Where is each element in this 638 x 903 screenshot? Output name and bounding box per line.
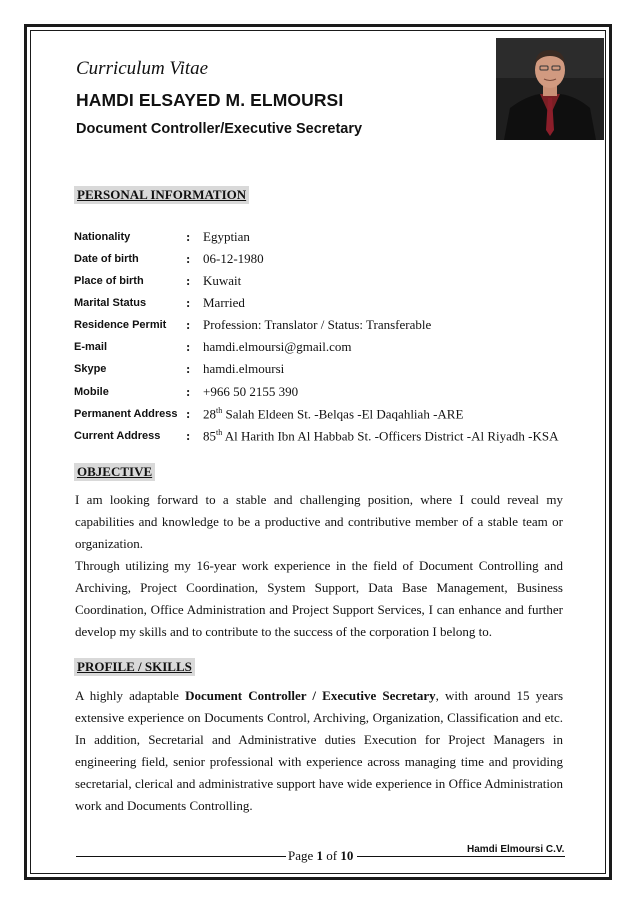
candidate-name: HAMDI ELSAYED M. ELMOURSI <box>76 90 344 110</box>
objective-text <box>75 489 563 643</box>
personal-info-heading: PERSONAL INFORMATION <box>74 186 249 204</box>
address-number: 85 <box>203 428 216 444</box>
info-label: Date of birth <box>74 253 139 265</box>
profile-rest: , with around 15 years extensive experience on Documents Control, Archiving, Organization, Classification and etc. In addition, Secretarial and Administrative duties Execution for Project Managers in engineering field, senior professional with experience across managing time and providing secretarial, clerical and administrative support have wide experience in Office Administration work and Documents Controlling. <box>75 688 564 813</box>
info-row-marital-status <box>74 295 574 315</box>
profile-heading: PROFILE / SKILLS <box>74 658 195 676</box>
info-value: hamdi.elmoursi <box>203 361 285 376</box>
info-label: Mobile <box>74 386 109 398</box>
page-total: 10 <box>340 848 354 863</box>
info-colon: : <box>186 361 191 376</box>
address-rest: Al Harith Ibn Al Habbab St. -Officers District -Al Riyadh -KSA <box>222 428 559 444</box>
cv-title: Curriculum Vitae <box>76 58 209 79</box>
objective-paragraph-1: I am looking forward to a stable and challenging position, where I could reveal my capabilities and knowledge to be a productive and contributive member of a stable team or organization. <box>75 492 563 551</box>
info-label: Marital Status <box>74 297 147 309</box>
page-current: 1 <box>316 848 324 863</box>
info-row-skype <box>74 361 574 381</box>
info-row-mobile <box>74 384 574 404</box>
address-number: 28 <box>203 406 216 422</box>
objective-heading: OBJECTIVE <box>74 463 155 481</box>
info-colon: : <box>186 406 191 421</box>
info-value: Profession: Translator / Status: Transferable <box>203 317 432 332</box>
objective-paragraph-2: Through utilizing my 16-year work experience in the field of Document Controlling and Archiving, Project Coordination, System Support, Data Base Management, Business Coordination, Office Administration and Project Support Services, I can enhance and further develop my skills and to contribute to the success of the corporation I belong to. <box>75 558 563 639</box>
email-link[interactable]: hamdi.elmoursi@gmail.com <box>203 339 352 354</box>
info-colon: : <box>186 428 191 443</box>
info-label: Residence Permit <box>74 319 167 331</box>
ordinal-suffix: th <box>216 406 223 415</box>
info-colon: : <box>186 339 191 354</box>
profile-lead: A highly adaptable <box>75 688 186 703</box>
info-row-residence-permit <box>74 317 574 337</box>
profile-text <box>75 685 563 817</box>
job-title: Document Controller/Executive Secretary <box>76 121 363 137</box>
info-row-nationality <box>74 229 574 249</box>
footer-owner: Hamdi Elmoursi C.V. <box>467 844 565 855</box>
info-row-place-of-birth <box>74 273 574 293</box>
footer-rule-left <box>76 856 286 857</box>
profile-role: Document Controller / Executive Secretary <box>185 688 436 703</box>
info-value: 06-12-1980 <box>203 251 264 266</box>
info-label: Skype <box>74 363 107 375</box>
info-colon: : <box>186 384 191 399</box>
info-colon: : <box>186 229 191 244</box>
info-row-date-of-birth <box>74 251 574 271</box>
info-colon: : <box>186 251 191 266</box>
info-row-email <box>74 339 574 359</box>
info-value: Married <box>203 295 245 310</box>
info-row-permanent-address <box>74 406 574 426</box>
info-colon: : <box>186 317 191 332</box>
page-of: of <box>323 848 341 863</box>
info-colon: : <box>186 295 191 310</box>
info-label: E-mail <box>74 341 108 353</box>
footer-rule-right <box>357 856 565 857</box>
info-value: +966 50 2155 390 <box>203 384 299 399</box>
info-value <box>203 428 559 444</box>
profile-photo <box>496 38 604 140</box>
ordinal-suffix: th <box>216 428 223 437</box>
info-row-current-address <box>74 428 574 448</box>
info-value <box>203 406 463 422</box>
page-word: Page <box>288 848 317 863</box>
info-label: Nationality <box>74 231 131 243</box>
info-label: Place of birth <box>74 275 144 287</box>
info-label: Permanent Address <box>74 408 178 420</box>
info-colon: : <box>186 273 191 288</box>
profile-paragraph <box>75 685 563 817</box>
page-number <box>288 848 353 864</box>
info-value: Kuwait <box>203 273 242 288</box>
info-value: Egyptian <box>203 229 250 244</box>
address-rest: Salah Eldeen St. -Belqas -El Daqahliah -ARE <box>222 406 464 422</box>
portrait-image <box>496 38 604 140</box>
info-label: Current Address <box>74 430 161 442</box>
